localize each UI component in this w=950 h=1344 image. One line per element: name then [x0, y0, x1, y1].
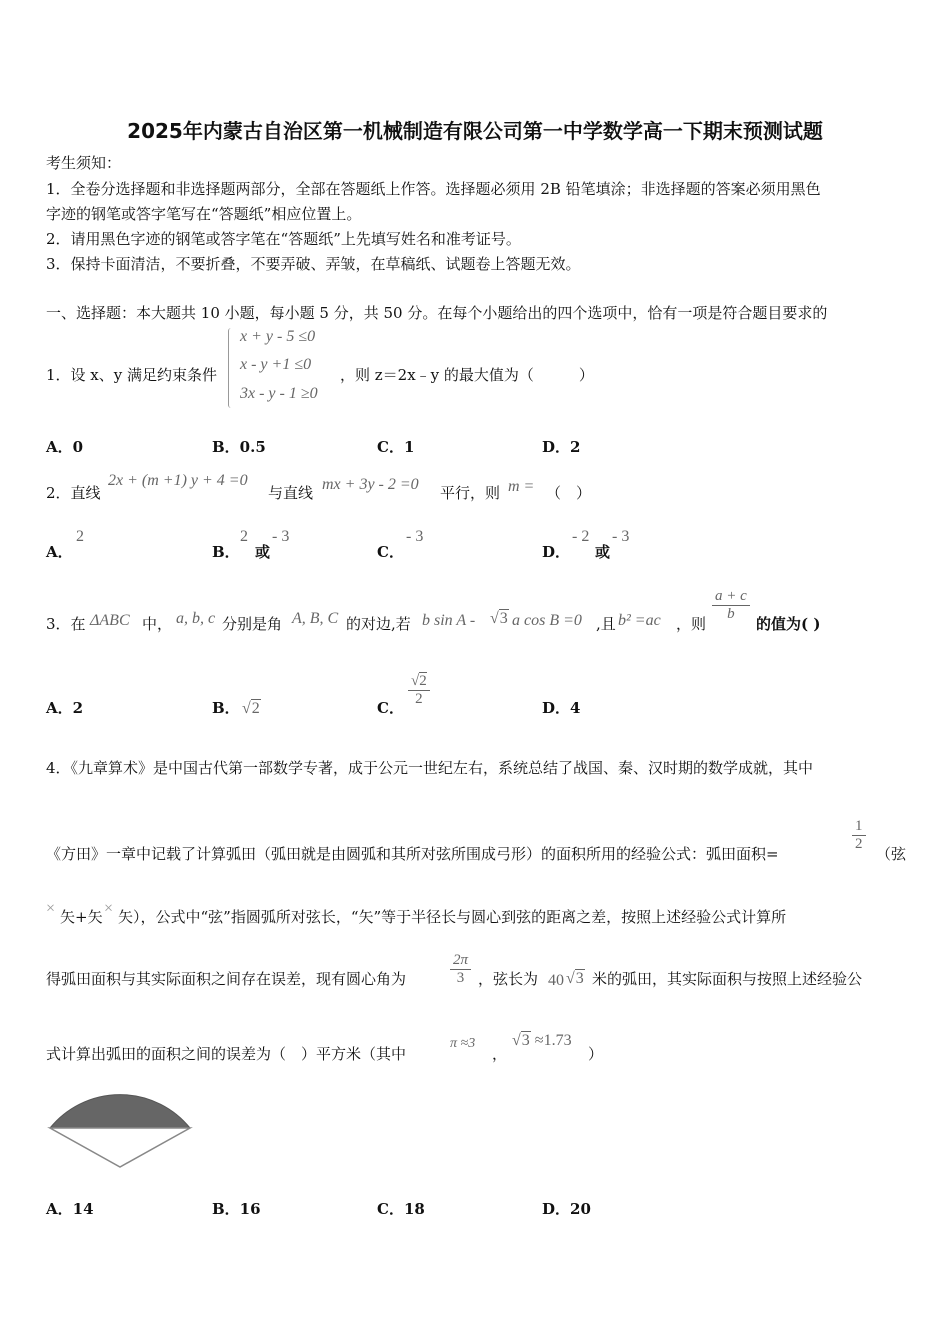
q2-c-value: - 3 [406, 528, 424, 545]
q4-angle-fraction [450, 952, 471, 987]
q4-comma: ， [492, 1045, 508, 1063]
q4-half-den: 2 [855, 836, 863, 852]
q3-b-radicand: 2 [251, 700, 260, 717]
q3-fraction-den: b [727, 606, 735, 622]
q3-option-c[interactable] [377, 697, 404, 718]
q1-option-d[interactable]: D．2 [542, 438, 581, 456]
q4-times-2: × [104, 900, 114, 917]
q3-text-1: 中， [142, 615, 173, 633]
q4-pi-approx: π ≈3 [450, 1036, 476, 1051]
q2-m-var: m = [508, 478, 535, 495]
q2-option-b[interactable] [212, 541, 240, 562]
q2-option-c[interactable] [377, 541, 404, 562]
q3-eq-part-1: b sin A - [422, 612, 476, 629]
q4-length-40: 40 [548, 972, 564, 989]
q3-c-radicand: 2 [419, 673, 427, 689]
q3-option-b[interactable] [212, 697, 240, 718]
q3-c-num: √2 [408, 673, 430, 691]
q3-sqrt3-radicand: 3 [499, 610, 508, 627]
q4-line-3b: 矢），公式中“弦”指圆弧所对弦长，“矢”等于半径长与圆心到弦的距离之差，按照上述经验公式计算所 [118, 908, 787, 926]
q4-half-fraction [852, 818, 866, 853]
q3-text-3: 的对边,若 [346, 615, 411, 633]
q3-b-label: B． [212, 699, 240, 717]
q2-line-1: 2x + (m +1) y + 4 =0 [108, 472, 248, 489]
q3-c-den: 2 [415, 691, 423, 707]
q2-d-or: 或 [595, 543, 611, 561]
q4-line-4c: 米的弧田，其实际面积与按照上述经验公 [592, 970, 863, 988]
q2-option-d[interactable] [542, 541, 570, 562]
q4-close: ） [588, 1045, 604, 1063]
q2-c-label: C． [377, 543, 404, 561]
q1-brace [228, 328, 231, 408]
q1-constraint-3: 3x - y - 1 ≥0 [240, 385, 318, 402]
q4-line-2: 《方田》一章中记载了计算弧田（弧田就是由圆弧和其所对弦所围成弓形）的面积所用的经验公式：弧田面积= [46, 845, 779, 863]
notice-line-3: 3．保持卡面清洁，不要折叠，不要弄破、弄皱，在草稿纸、试题卷上答题无效。 [46, 255, 581, 273]
q2-d-label: D． [542, 543, 571, 561]
q3-prefix: 3．在 [46, 615, 86, 633]
notice-heading: 考生须知： [46, 154, 122, 172]
q2-a-label: A． [46, 543, 73, 561]
notice-line-1a: 1．全卷分选择题和非选择题两部分，全部在答题纸上作答。选择题必须用 2B 铅笔填涂；非选择题的答案必须用黑色 [46, 180, 821, 198]
q3-c-fraction [408, 673, 430, 708]
q4-option-c[interactable]: C．18 [377, 1200, 425, 1218]
notice-line-1b: 字迹的钢笔或答字笔写在“答题纸”相应位置上。 [46, 205, 362, 223]
q4-sqrt3-radicand: 3 [521, 1032, 530, 1049]
q1-option-c[interactable]: C．1 [377, 438, 415, 456]
q2-suffix-2: （ ） [546, 484, 592, 502]
q2-prefix: 2．直线 [46, 484, 101, 502]
q2-b-or: 或 [255, 543, 271, 561]
q4-sqrt3-approx: ≈1.73 [530, 1032, 572, 1049]
q4-line-4b: ，弦长为 [478, 970, 539, 988]
q2-d-value-1: - 2 [572, 528, 590, 545]
q4-line-5a: 式计算出弧田的面积之间的误差为（ ）平方米（其中 [46, 1045, 407, 1063]
arc-triangle [50, 1128, 190, 1167]
q2-b-value-2: - 3 [272, 528, 290, 545]
q1-option-b[interactable]: B．0.5 [212, 438, 266, 456]
q4-length-radicand: 3 [575, 970, 584, 987]
q2-line-2: mx + 3y - 2 =0 [322, 476, 419, 493]
q4-line-2-end: （弦 [876, 845, 907, 863]
q4-option-d[interactable]: D．20 [542, 1200, 591, 1218]
q3-fraction-num: a + c [712, 588, 750, 606]
q3-eq-part-2: a cos B =0 [512, 612, 582, 629]
q2-mid: 与直线 [268, 484, 314, 502]
q4-option-a[interactable]: A．14 [46, 1200, 94, 1218]
q1-suffix: ，则 z＝2x﹣y 的最大值为（ ） [340, 366, 594, 384]
notice-line-2: 2．请用黑色字迹的钢笔或答字笔在“答题纸”上先填写姓名和准考证号。 [46, 230, 521, 248]
q2-d-value-2: - 3 [612, 528, 630, 545]
q3-b-value: √2 [242, 700, 260, 717]
q4-line-3: 矢+矢 [60, 908, 103, 926]
q1-option-a[interactable]: A．0 [46, 438, 84, 456]
arc-segment-shaded [50, 1095, 190, 1128]
q4-line-1: 4．《九章算术》是中国古代第一部数学专著，成于公元一世纪左右，系统总结了战国、秦、汉时期的数学成就，其中 [46, 759, 814, 777]
q4-sqrt3: √3 ≈1.73 [512, 1032, 572, 1049]
q3-sides: a, b, c [176, 610, 216, 627]
q4-length-sqrt: √3 [566, 970, 584, 987]
q4-option-b[interactable]: B．16 [212, 1200, 261, 1218]
q3-triangle: ΔABC [90, 612, 130, 629]
arc-field-figure [44, 1084, 196, 1172]
q3-text-4: ,且 [596, 615, 616, 633]
q3-angles: A, B, C [292, 610, 339, 627]
q2-b-label: B． [212, 543, 240, 561]
q3-sqrt3: √3 [490, 610, 508, 627]
q3-eq-2: b² =ac [618, 612, 661, 629]
q1-constraint-2: x - y +1 ≤0 [240, 356, 312, 373]
q2-suffix-1: 平行，则 [440, 484, 501, 502]
q3-option-d[interactable]: D．4 [542, 699, 581, 717]
q1-constraint-1: x + y - 5 ≤0 [240, 328, 316, 345]
q3-text-2: 分别是角 [222, 615, 283, 633]
q4-half-num: 1 [852, 818, 866, 836]
page-title: 2025年内蒙古自治区第一机械制造有限公司第一中学数学高一下期末预测试题 [127, 119, 823, 143]
q4-times-1: × [46, 900, 56, 917]
q3-text-6: 的值为( ) [756, 615, 821, 633]
q4-line-4a: 得弧田面积与其实际面积之间存在误差，现有圆心角为 [46, 970, 407, 988]
q3-text-5: ，则 [676, 615, 707, 633]
q4-angle-den: 3 [456, 970, 465, 986]
q3-fraction [712, 588, 750, 623]
q3-c-label: C． [377, 699, 404, 717]
q2-option-a[interactable] [46, 541, 73, 562]
q4-angle-num: 2π [450, 952, 471, 970]
q3-option-a[interactable]: A．2 [46, 699, 84, 717]
q1-prefix: 1．设 x、y 满足约束条件 [46, 366, 218, 384]
q2-a-value: 2 [76, 528, 84, 545]
q2-b-value-1: 2 [240, 528, 248, 545]
section-heading: 一、选择题：本大题共 10 小题，每小题 5 分，共 50 分。在每个小题给出的四个选项中，恰有一项是符合题目要求的 [46, 304, 828, 322]
